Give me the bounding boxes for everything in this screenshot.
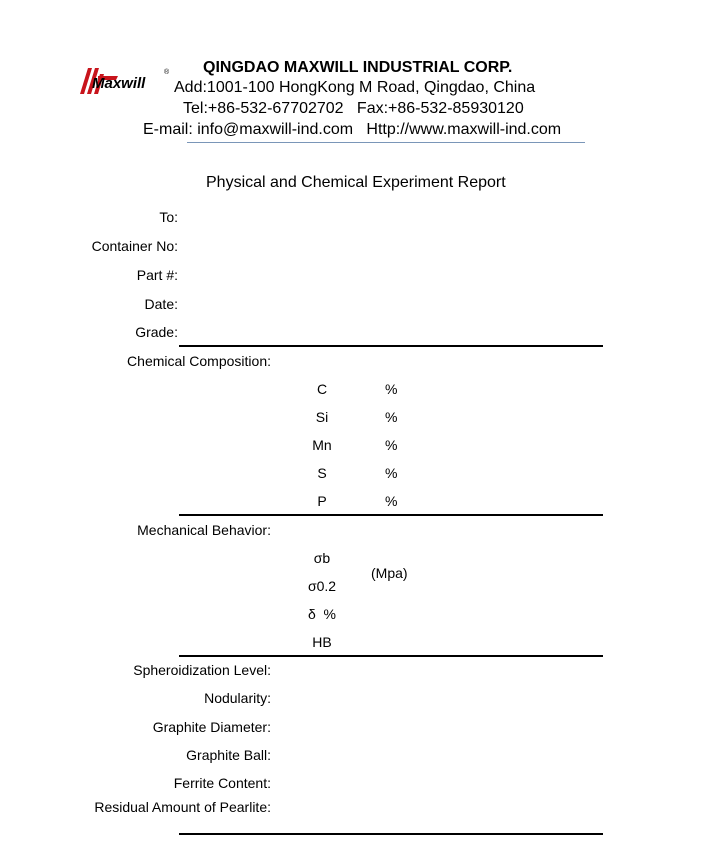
mech-elongation: δ %: [307, 606, 337, 622]
element-s: S: [317, 465, 327, 481]
element-p: P: [317, 493, 327, 509]
mechanical-behavior-label: Mechanical Behavior:: [137, 522, 271, 538]
field-label-spheroidization: Spheroidization Level:: [133, 662, 271, 678]
chemical-composition-label: Chemical Composition:: [127, 353, 271, 369]
field-label-grade: Grade:: [135, 324, 178, 340]
company-name: QINGDAO MAXWILL INDUSTRIAL CORP.: [203, 59, 513, 76]
field-label-nodularity: Nodularity:: [204, 690, 271, 706]
mech-tensile-strength: σb: [313, 550, 331, 566]
field-label-graphite-ball: Graphite Ball:: [186, 747, 271, 763]
field-label-part-no: Part #:: [136, 267, 178, 283]
unit-percent: %: [385, 381, 398, 397]
field-label-to: To:: [159, 209, 178, 225]
section-divider-1: [179, 345, 603, 347]
unit-percent: %: [385, 465, 398, 481]
unit-percent: %: [385, 493, 398, 509]
section-divider-2: [179, 514, 603, 516]
company-address: Add:1001-100 HongKong M Road, Qingdao, China: [174, 79, 536, 96]
section-divider-4: [179, 833, 603, 835]
field-label-container-no: Container No:: [91, 238, 178, 254]
element-mn: Mn: [312, 437, 332, 453]
element-c: C: [316, 381, 328, 397]
maxwill-logo: [78, 66, 170, 96]
company-tel-fax: Tel:+86-532-67702702 Fax:+86-532-85930120: [183, 100, 524, 117]
svg-text:®: ®: [164, 69, 170, 76]
field-label-residual-pearlite: Residual Amount of Pearlite:: [94, 799, 271, 815]
unit-percent: %: [385, 409, 398, 425]
field-label-ferrite-content: Ferrite Content:: [173, 775, 271, 791]
logo-wordmark: Maxwill: [92, 75, 146, 92]
unit-percent: %: [385, 437, 398, 453]
company-email-web: E-mail: info@maxwill-ind.com Http://www.maxwill-ind.com: [143, 121, 562, 138]
mech-hardness-hb: HB: [312, 634, 332, 650]
section-divider-3: [179, 655, 603, 657]
mech-yield-strength: σ0.2: [307, 578, 337, 594]
element-si: Si: [315, 409, 329, 425]
letterhead-divider: [187, 142, 585, 143]
report-title: Physical and Chemical Experiment Report: [206, 174, 506, 191]
field-label-date: Date:: [144, 296, 178, 312]
mech-unit-mpa: (Mpa): [371, 565, 408, 581]
field-label-graphite-diameter: Graphite Diameter:: [152, 719, 271, 735]
